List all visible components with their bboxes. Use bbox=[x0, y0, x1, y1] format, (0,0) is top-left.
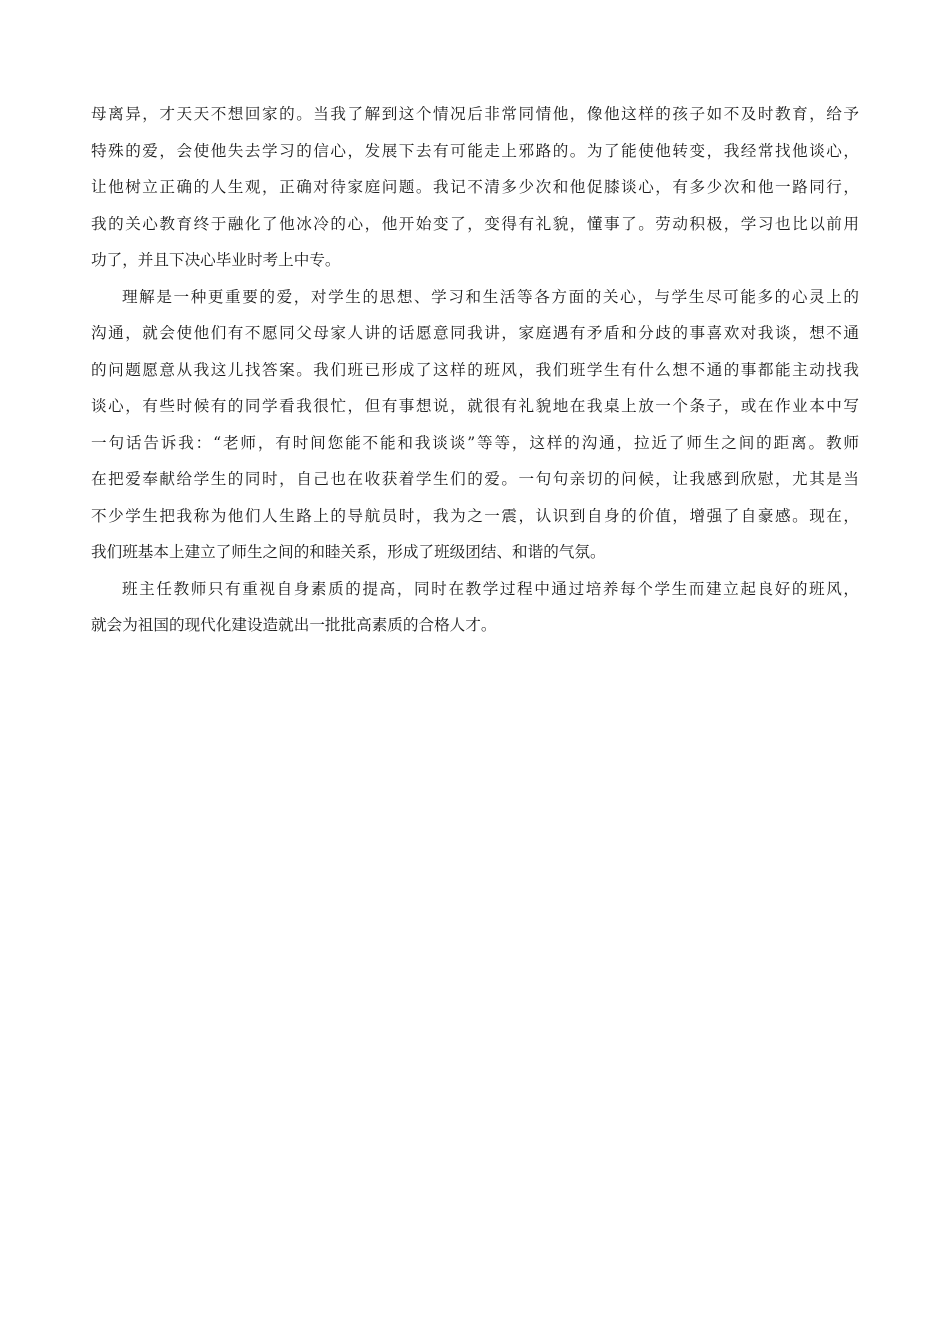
text-line: 在把爱奉献给学生的同时，自己也在收获着学生们的爱。一句句亲切的问候，让我感到欣慰，尤其是当 bbox=[91, 470, 859, 488]
document-page bbox=[91, 96, 859, 644]
paragraph-1 bbox=[91, 96, 859, 279]
text-line: 一句话告诉我：“老师，有时间您能不能和我谈谈”等等，这样的沟通，拉近了师生之间的距离。教师 bbox=[91, 433, 859, 452]
text-line: 理解是一种更重要的爱，对学生的思想、学习和生活等各方面的关心，与学生尽可能多的心灵上的 bbox=[122, 287, 859, 306]
text-line: 功了，并且下决心毕业时考上中专。 bbox=[91, 251, 341, 269]
paragraph-3 bbox=[91, 571, 859, 644]
text-line: 谈心，有些时候有的同学看我很忙，但有事想说，就很有礼貌地在我桌上放一个条子，或在作业本中写 bbox=[91, 397, 859, 415]
paragraph-2 bbox=[91, 279, 859, 571]
text-line: 特殊的爱，会使他失去学习的信心，发展下去有可能走上邪路的。为了能使他转变，我经常找他谈心， bbox=[91, 141, 859, 160]
text-line: 的问题愿意从我这儿找答案。我们班已形成了这样的班风，我们班学生有什么想不通的事都能主动找我 bbox=[91, 360, 859, 379]
text-line: 让他树立正确的人生观，正确对待家庭问题。我记不清多少次和他促膝谈心，有多少次和他一路同行， bbox=[91, 178, 859, 196]
text-line: 沟通，就会使他们有不愿同父母家人讲的话愿意同我讲，家庭遇有矛盾和分歧的事喜欢对我谈，想不通 bbox=[91, 324, 859, 342]
text-line: 我的关心教育终于融化了他冰冷的心，他开始变了，变得有礼貌，懂事了。劳动积极，学习也比以前用 bbox=[91, 214, 859, 233]
text-line: 母离异，才天天不想回家的。当我了解到这个情况后非常同情他，像他这样的孩子如不及时教育，给予 bbox=[91, 105, 859, 123]
text-line: 班主任教师只有重视自身素质的提高，同时在教学过程中通过培养每个学生而建立起良好的班风， bbox=[122, 579, 859, 598]
text-line: 就会为祖国的现代化建设造就出一批批高素质的合格人才。 bbox=[91, 616, 497, 634]
text-line: 我们班基本上建立了师生之间的和睦关系，形成了班级团结、和谐的气氛。 bbox=[91, 543, 606, 561]
text-line: 不少学生把我称为他们人生路上的导航员时，我为之一震，认识到自身的价值，增强了自豪感。现在， bbox=[91, 506, 859, 525]
